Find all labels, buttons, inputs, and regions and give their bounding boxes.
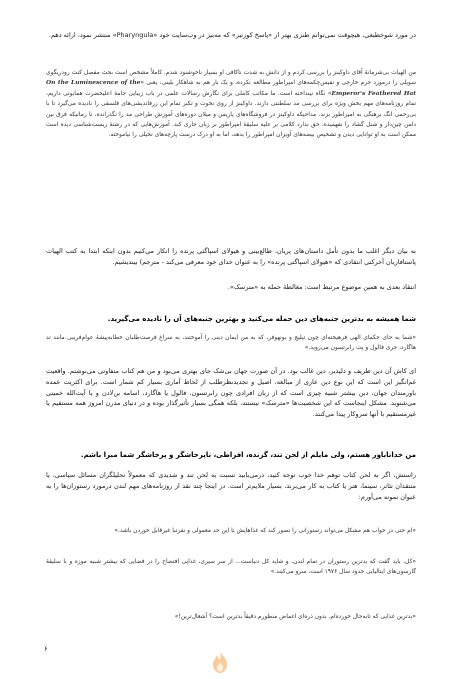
page-number: ۶ [44,645,48,653]
section-heading-worst-aspects: شما همیشه به بدترین جنبه‌های دین حمله می‌کنید و بهترین جنبه‌های آن را نادیده می‌گیرید. [107,315,416,323]
english-title-line-2: Emperor's Feathered Hat [331,89,416,97]
review-quote-2: «کل، باید گفت که بدترین رستوران در تمام لندن، و شاید کل دنیاست... از سر سیری، غذایی افتضاح را در فضایی که بیشتر شبیه موزه و با سلیقهٔ گارسون‌های ایتالیایی حدود سال ۱۹۷۶ است، سرو می‌کنند.» [46,559,416,576]
review-quote-3: «بدترین غذایی که تابه‌حال خورده‌ام. بدون ذره‌ای اغماض منظورم دقیقاً بدترین است؟ آشغال‌ترین!» [174,614,416,620]
paragraph-fairy-tales: به بیان دیگر اغلب ما بدون تأمل داستان‌های پریان، طالع‌بینی و هیولای اسپاگتی پرنده را انکار می‌کنیم بدون اینکه ابتدا به کتب الهیات پاستافاریان آخرکتی انتقادی که «هیولای اسپاگتی پرنده» را به عنوان خدای خود معرفی می‌کند - مترجم) بیندیشیم. [46,247,416,266]
quote-theologians: «شما به جای حکمای الهی فرهیخته‌ای چون تیلیچ و بونهوفر، که به من ایمان دینی را آموختند، به سراغ فرصت‌طلبان خطابه‌پیشهٔ عوام‌فریبی مانند تد هاگارد، جری فالول و پت رابرتسون می‌روید.» [46,335,416,352]
next-criticism-note: انتقاد بعدی به همین موضوع مرتبط است: مغالطهٔ حمله به «مترسک». [227,283,416,291]
english-title-line-1: On the Luminescence of the [46,79,141,87]
section-heading-tone: من خداناباور هستم، ولی مایلم از لحن تند، گزنده، افراطی، ناپرخاشگر و پرخاشگر شما مبرا باشم. [80,451,416,459]
intro-paragraph: در مورد شوخطبعی، هیچوقت نمی‌توانم طنزی بهتر از «پاسخ کورتیز» که مه‌بیز در وب‌سایت خود «Pharyngula» منتشر نمود، ارائه دهم. [48,31,416,39]
paragraph-religion-reality: ای کاش آن دین ظریف و دلپذیر، دین غالب بود. در آن صورت جهان بی‌شک جای بهتری می‌بود و من هم کتاب متفاوتی می‌نوشتم. واقعیت غم‌انگیز این است که این نوع دین عاری از مبالغه، اصیل و تجدیدنظرطلب از لحاظ آماری بسیار کم شمار است. برای اکثریت عمده باورمندان جهان، دین بیشتر شبیه چیزی است که از زبان افرادی چون رابرتسون، فالول یا هاگارد، اسامه بن‌لادن و یا آیت‌الله خمینی می‌شنوید. مشکل اینجاست که این شخصیت‌ها «مترسک» نیستند، بلکه همگی بسیار تأثیرگذار بوده و در دنیای مدرن امروز همه مستقیم یا غیرمستقیم با آنها سروکار پیدا می‌کنند. [46,367,416,419]
flame-logo-icon [209,650,231,674]
paragraph-tone-comparison: راستش، اگر به لحن کتاب توهم خدا خوب توجه کنید، درمی‌یابید نسبت به لحن تند و شدیدی که معمولاً تحلیلگران مسائل سیاسی، یا منتقدان تئاتر، سینما، هنر یا کتاب به کار می‌برند، بسیار ملایم‌تر است. در اینجا چند نقد از روزنامه‌های مهم لندن درمورد رستوران‌ها را به عنوان نمونه می‌آورم: [46,471,416,501]
quote-text-part-2: » نگاه نینداخته است. ما مکاتب کاملی برای نگارش رسالات علمی در باب زیبایی جامهٔ اعلیحضرت همایونی داریم، تمام روزنامه‌های مهم بخش ویژه برای بررسی مد سلطنتی دارند. داوکینز از روی نخوت و تکبر تمام این زرفاندیشی‌های فلسفی را نادیده می‌گیرد تا با بی‌رحمی انگ برهنگی به امپراطور بزند. مداحیکه داوکینز در فروشگاه‌های پاریس و میلان دوره‌های آموزش طراحی مد را نگذرانده، تا زمانیکه فرق بین دامن چین‌دار و شنل گشاد را نفهمیده، حق ندارد کلامی بر علیه سلیقهٔ امپراطور بر زبان جاری کند. آموزش‌هایی که در رشتهٔ زیست‌شناسی دیده است ممکن است به او توانایی دیدن و تشخیص بیضه‌های آویزان امپراطور را بدهد، اما به او درک درست پارچه‌های تخیلی را نیاموخته. [46,90,416,139]
quote-text-part-1: من الهیات بی‌شرمانهٔ آقای داوکینز را بررسی کردم و از دانش به شدت ناکافی او بسیار ناخوشنود شدم. کاملاً مشخص است بحث مفصل کنت رودریگوی سویلی را درمورد جرم خارجی و نفیس‌چکمه‌های امپراطور مطالعه نکرده، و یک بار هم به شاهکار بلینی، یعنی « [46,70,416,87]
review-quote-1: «ام حتی در خواب هم مشکل می‌تواند رستورانی را تصور کند که غذاهایش تا این حد معمولی و نفرتبا غیرقابل خوردن باشد.» [114,528,416,534]
block-quote-emperor [46,68,416,141]
